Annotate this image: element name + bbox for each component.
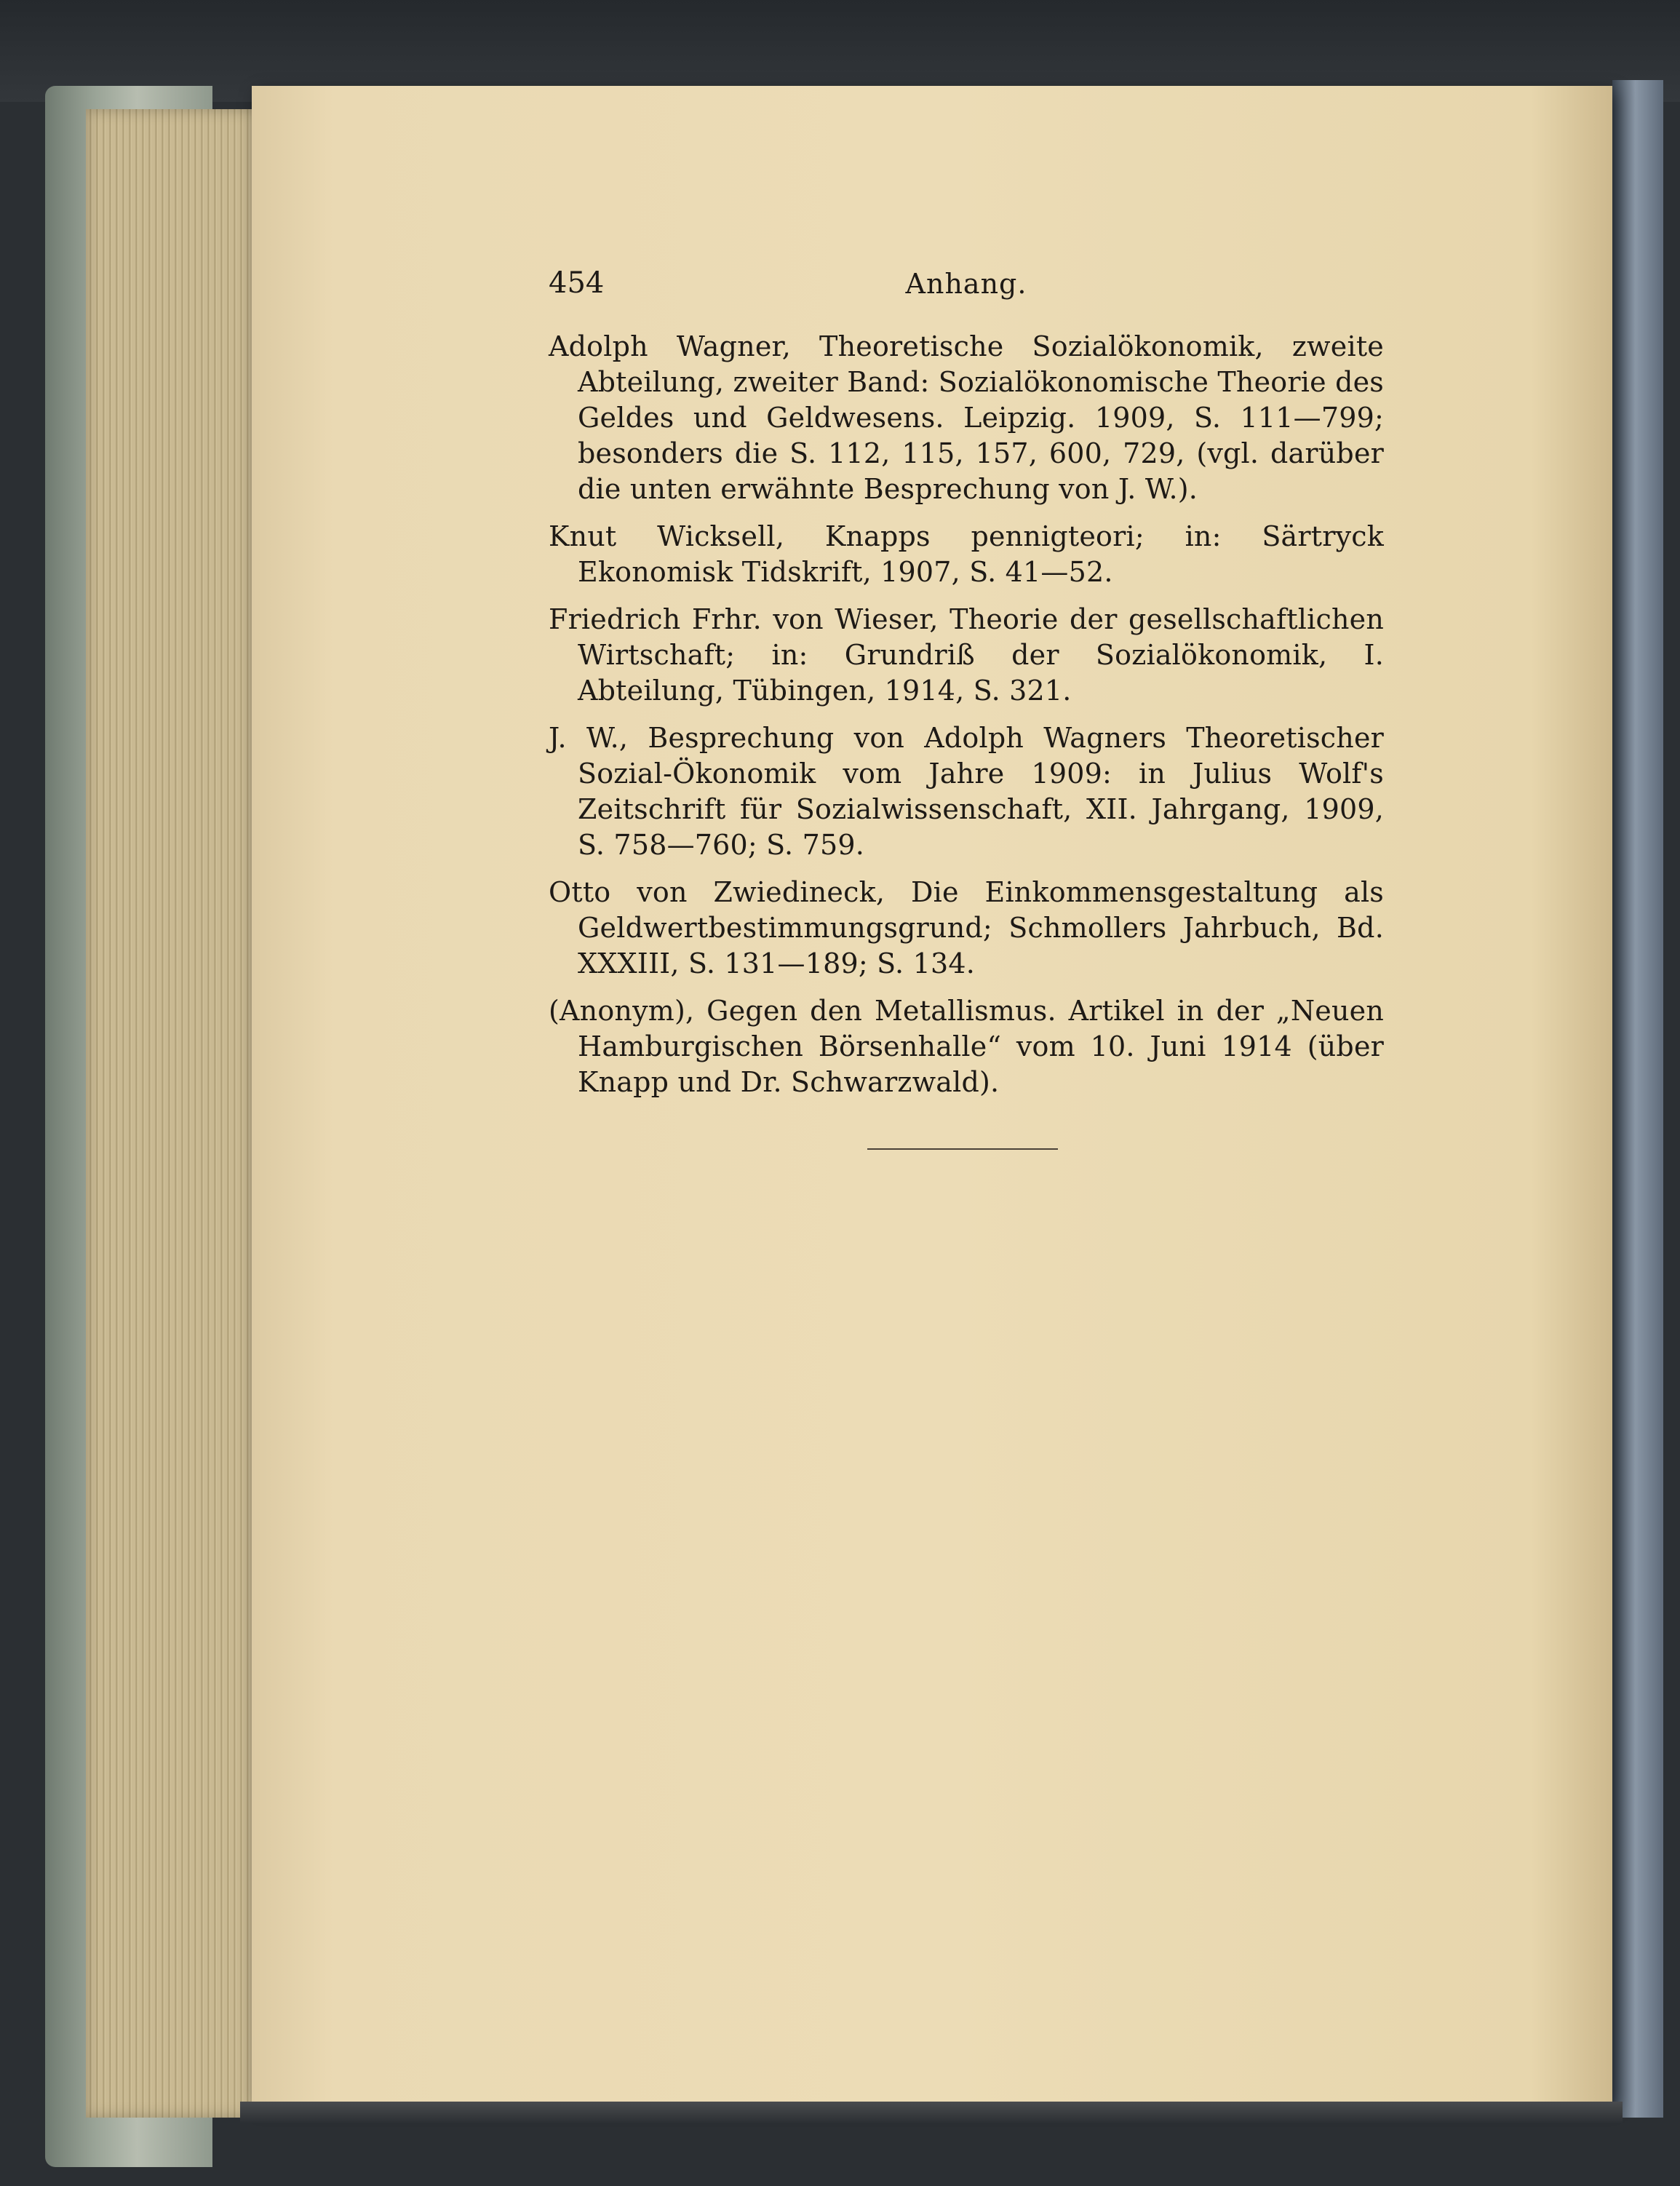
bibliography-entry: J. W., Besprechung von Adolph Wagners Theoretischer Sozial-Ökonomik vom Jahre 1909: in Julius Wolf's Zeitschrift für Sozialwissenschaft, XII. Jahrgang, 1909, S. 758—760; S. 759. [549, 722, 1384, 861]
page-bottom-shadow [240, 2102, 1623, 2123]
bibliography-entry: Adolph Wagner, Theoretische Sozialökonomik, zweite Abteilung, zweiter Band: Sozialökonomische Theorie des Geldes und Geldwesens. Leipzig. 1909, S. 111—799; besonders die S. 112, 115, 157, 600, 729, (vgl. darüber die unten erwähnte Besprechung von J. W.). [549, 330, 1384, 505]
page-number: 454 [549, 266, 605, 300]
bibliography-entry: Friedrich Frhr. von Wieser, Theorie der gesellschaftlichen Wirtschaft; in: Grundriß der Sozialökonomik, I. Abteilung, Tübingen, 1914, S. 321. [549, 603, 1384, 707]
page-edges [86, 109, 260, 2118]
bibliography-entry: Otto von Zwiedineck, Die Einkommensgestaltung als Geldwertbestimmungsgrund; Schmollers Jahrbuch, Bd. XXXIII, S. 131—189; S. 134. [549, 876, 1384, 979]
running-head [549, 266, 1384, 303]
facing-page-edge [1612, 80, 1663, 2118]
page-heading: Anhang. [905, 268, 1027, 300]
end-rule [867, 1148, 1058, 1150]
bibliography-list [549, 329, 1384, 1112]
bibliography-entry: Knut Wicksell, Knapps pennigteori; in: Särtryck Ekonomisk Tidskrift, 1907, S. 41—52. [549, 520, 1384, 588]
bibliography-entry: (Anonym), Gegen den Metallismus. Artikel in der „Neuen Hamburgischen Börsenhalle“ vom 10. Juni 1914 (über Knapp und Dr. Schwarzwald). [549, 995, 1384, 1098]
